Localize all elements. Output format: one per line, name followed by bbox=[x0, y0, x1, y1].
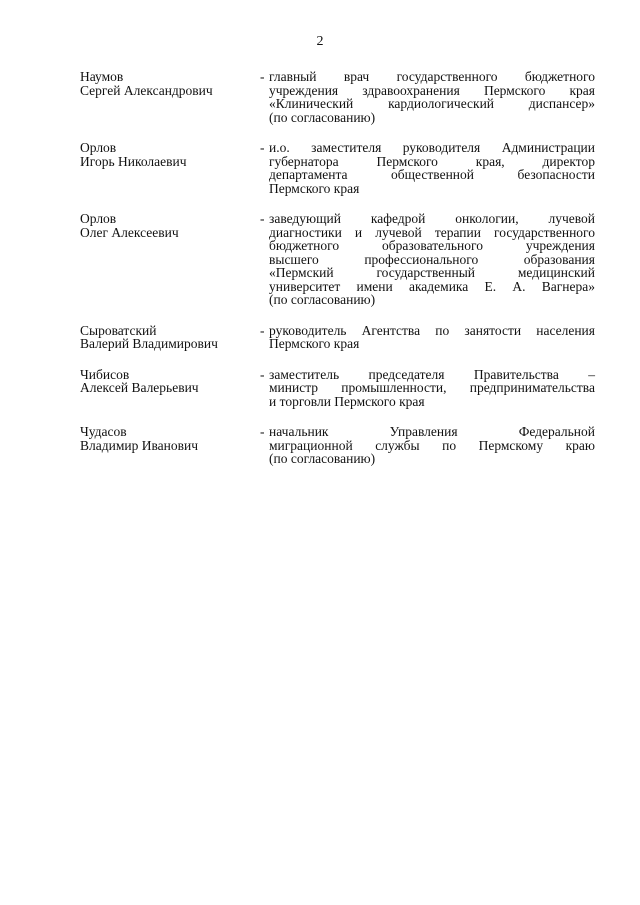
separator-dash: - bbox=[260, 140, 265, 155]
member-entry bbox=[80, 70, 600, 124]
position-line: руководитель Агентства по занятости населения bbox=[269, 322, 595, 338]
separator-dash: - bbox=[260, 366, 265, 382]
separator-dash: - bbox=[260, 424, 265, 439]
member-position bbox=[269, 70, 595, 124]
position-line: диагностики и лучевой терапии государственного bbox=[269, 224, 595, 240]
member-name bbox=[80, 70, 260, 97]
position-line: Пермского края bbox=[269, 336, 360, 351]
member-surname: Орлов bbox=[80, 211, 117, 226]
member-given-names: Сергей Александрович bbox=[80, 82, 213, 98]
member-surname: Сыроватский bbox=[80, 322, 157, 338]
member-surname: Чудасов bbox=[80, 424, 127, 439]
position-line: и.о. заместителя руководителя Администрации bbox=[269, 140, 595, 155]
position-line: министр промышленности, предпринимательства bbox=[269, 380, 595, 395]
member-surname: Чибисов bbox=[80, 366, 130, 382]
position-line: учреждения здравоохранения Пермского края bbox=[269, 82, 595, 98]
member-given-names: Алексей Валерьевич bbox=[80, 380, 199, 395]
position-line: и торговли Пермского края bbox=[269, 393, 425, 409]
member-name bbox=[80, 141, 260, 168]
commission-member-list bbox=[80, 70, 600, 483]
position-line: заведующий кафедрой онкологии, лучевой bbox=[269, 211, 595, 226]
position-line: (по согласованию) bbox=[269, 292, 376, 307]
position-line: (по согласованию) bbox=[269, 109, 376, 125]
member-position bbox=[269, 368, 595, 409]
position-line: губернатора Пермского края, директор bbox=[269, 153, 595, 169]
member-surname: Наумов bbox=[80, 69, 124, 84]
member-entry bbox=[80, 368, 600, 409]
page-number: 2 bbox=[316, 34, 324, 49]
member-entry bbox=[80, 324, 600, 351]
member-position bbox=[269, 324, 595, 351]
position-line: бюджетного образовательного учреждения bbox=[269, 238, 595, 253]
member-position bbox=[269, 425, 595, 466]
separator-dash: - bbox=[260, 211, 265, 226]
member-entry bbox=[80, 212, 600, 307]
member-name bbox=[80, 368, 260, 395]
member-surname: Орлов bbox=[80, 140, 117, 155]
position-line: «Пермский государственный медицинский bbox=[269, 265, 595, 280]
member-given-names: Игорь Николаевич bbox=[80, 153, 187, 169]
member-given-names: Владимир Иванович bbox=[80, 437, 199, 453]
position-line: Пермского края bbox=[269, 180, 360, 196]
separator-dash: - bbox=[260, 322, 265, 338]
position-line: университет имени академика Е. А. Вагнера» bbox=[269, 278, 595, 294]
position-line: (по согласованию) bbox=[269, 451, 376, 466]
member-name bbox=[80, 425, 260, 452]
position-line: департамента общественной безопасности bbox=[269, 167, 595, 182]
position-line: высшего профессионального образования bbox=[269, 251, 595, 267]
position-line: «Клинический кардиологический диспансер» bbox=[269, 96, 595, 111]
member-name bbox=[80, 324, 260, 351]
member-entry bbox=[80, 425, 600, 466]
member-given-names: Валерий Владимирович bbox=[80, 336, 218, 351]
position-line: миграционной службы по Пермскому краю bbox=[269, 437, 595, 453]
member-name bbox=[80, 212, 260, 239]
member-position bbox=[269, 141, 595, 195]
position-line: начальник Управления Федеральной bbox=[269, 424, 595, 439]
member-position bbox=[269, 212, 595, 307]
position-line: заместитель председателя Правительства – bbox=[269, 366, 595, 382]
member-given-names: Олег Алексеевич bbox=[80, 224, 179, 240]
separator-dash: - bbox=[260, 69, 265, 84]
member-entry bbox=[80, 141, 600, 195]
position-line: главный врач государственного бюджетного bbox=[269, 69, 595, 84]
